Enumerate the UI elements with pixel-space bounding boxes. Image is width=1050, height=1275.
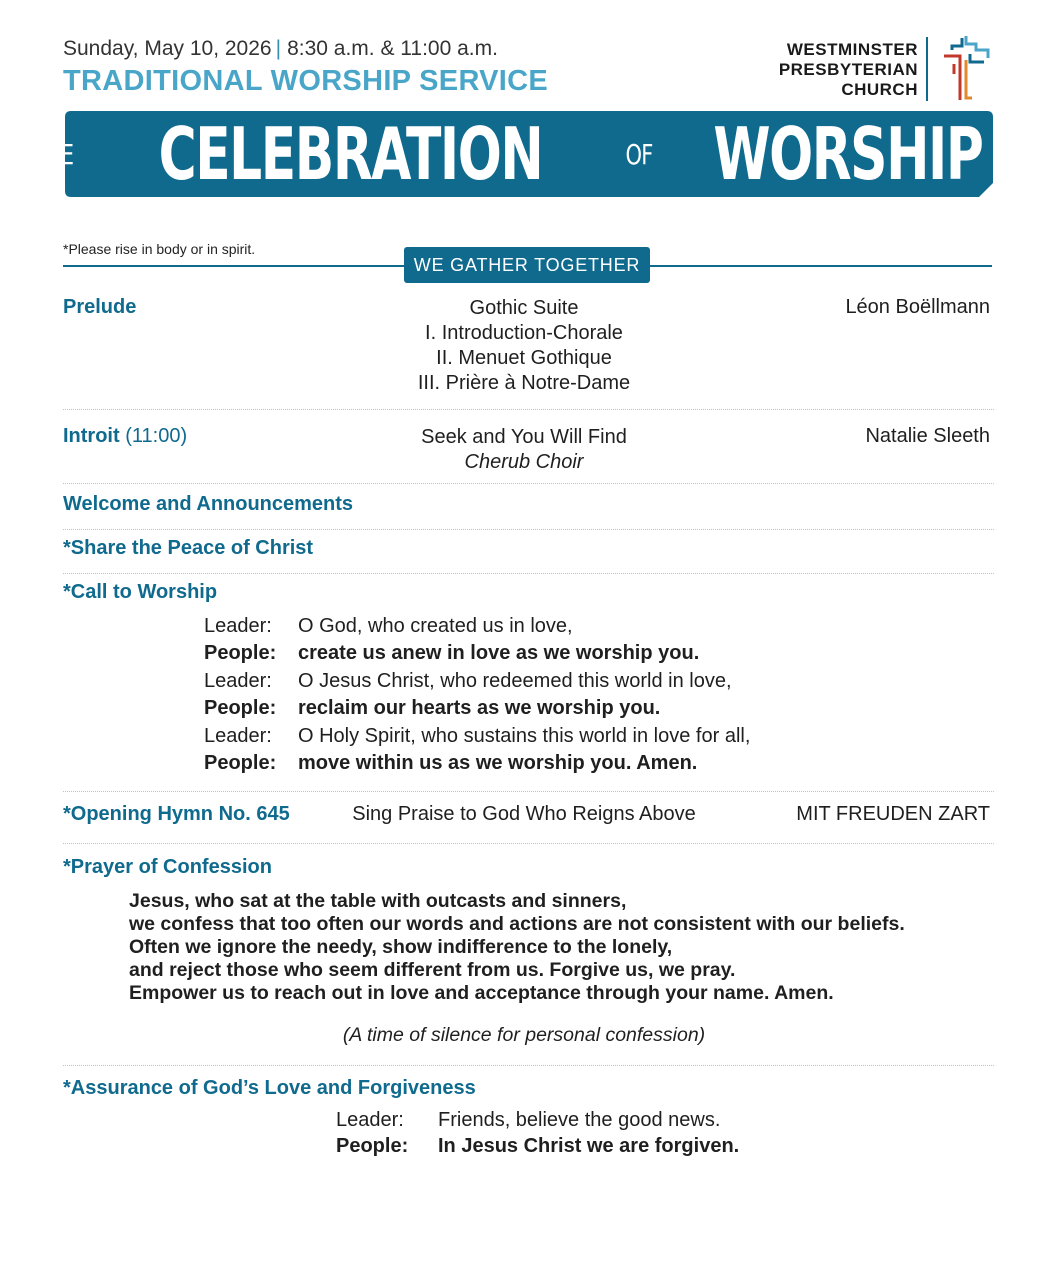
peace-label: *Share the Peace of Christ — [63, 537, 314, 559]
church-logo-text — [779, 40, 918, 100]
assurance-litany — [336, 1107, 739, 1159]
prelude-label: Prelude — [63, 296, 137, 318]
litany-text: reclaim our hearts as we worship you. — [298, 697, 661, 720]
introit-label: Introit — [63, 425, 120, 447]
prayer-line: we confess that too often our words and actions are not consistent with our beliefs. — [129, 913, 905, 935]
litany-text: Friends, believe the good news. — [438, 1109, 721, 1131]
banner-celebration: CELEBRATION — [158, 112, 543, 196]
welcome-label: Welcome and Announcements — [63, 493, 354, 515]
cross-icon — [940, 34, 992, 104]
introit-heading — [63, 425, 187, 448]
service-times: 8:30 a.m. & 11:00 a.m. — [287, 37, 498, 60]
service-title: TRADITIONAL WORSHIP SERVICE — [63, 65, 549, 97]
confession-prayer — [129, 890, 905, 1005]
rise-note: *Please rise in body or in spirit. — [63, 241, 256, 257]
logo-line-1: WESTMINSTER — [786, 40, 918, 59]
prayer-line: and reject those who seem different from us. Forgive us, we pray. — [129, 959, 736, 981]
banner-worship: WORSHIP — [713, 112, 983, 196]
litany-line — [336, 1133, 739, 1159]
divider — [63, 529, 994, 530]
logo-divider — [926, 37, 928, 101]
hymn-tune: MIT FREUDEN ZART — [796, 803, 990, 825]
banner-of: OF — [625, 137, 653, 171]
hymn-label: *Opening Hymn No. 645 — [63, 803, 290, 825]
litany-text: O God, who created us in love, — [298, 615, 573, 637]
litany-speaker: Leader: — [204, 724, 272, 747]
litany-line — [336, 1107, 739, 1133]
prelude-movement: II. Menuet Gothique — [436, 347, 612, 369]
litany-speaker: Leader: — [204, 669, 272, 692]
prayer-line: Often we ignore the needy, show indifference to the lonely, — [129, 936, 673, 958]
litany-line — [204, 723, 750, 750]
litany-speaker: People: — [204, 642, 277, 665]
introit-performer: Cherub Choir — [464, 451, 584, 473]
litany-speaker: Leader: — [204, 615, 272, 637]
section-title: WE GATHER TOGETHER — [404, 247, 650, 283]
divider — [63, 409, 994, 410]
prayer-line: Empower us to reach out in love and acceptance through your name. Amen. — [129, 982, 834, 1004]
date-separator: | — [275, 37, 282, 60]
litany-text: O Holy Spirit, who sustains this world in love for all, — [298, 724, 751, 747]
litany-line — [204, 695, 750, 722]
prelude-title: Gothic Suite — [469, 297, 579, 319]
litany-line — [204, 750, 750, 777]
hymn-title: Sing Praise to God Who Reigns Above — [352, 803, 696, 825]
divider — [63, 843, 994, 844]
divider — [63, 573, 994, 574]
banner-the: THE — [33, 137, 74, 171]
prelude-music — [324, 296, 724, 396]
logo-line-2: PRESBYTERIAN — [778, 60, 918, 79]
prelude-movement: I. Introduction-Chorale — [425, 322, 623, 344]
litany-text: In Jesus Christ we are forgiven. — [438, 1135, 740, 1157]
service-date-times — [63, 37, 498, 61]
litany-text: O Jesus Christ, who redeemed this world in love, — [298, 669, 732, 692]
litany-line — [204, 668, 750, 695]
logo-line-3: CHURCH — [841, 80, 918, 99]
litany-text: create us anew in love as we worship you. — [298, 642, 700, 665]
litany-speaker: People: — [336, 1135, 409, 1157]
divider — [63, 1065, 994, 1066]
litany-speaker: People: — [204, 697, 277, 720]
assurance-label: *Assurance of God’s Love and Forgiveness — [63, 1077, 476, 1099]
litany-line — [204, 613, 750, 640]
introit-time: (11:00) — [125, 425, 188, 447]
prayer-line: Jesus, who sat at the table with outcasts and sinners, — [129, 890, 627, 912]
divider — [63, 483, 994, 484]
litany-text: move within us as we worship you. Amen. — [298, 752, 698, 775]
introit-title: Seek and You Will Find — [421, 426, 627, 448]
confession-label: *Prayer of Confession — [63, 856, 272, 878]
litany-speaker: People: — [204, 752, 277, 775]
litany-speaker: Leader: — [336, 1109, 404, 1131]
prelude-movement: III. Prière à Notre-Dame — [417, 372, 631, 394]
introit-composer: Natalie Sleeth — [865, 425, 990, 447]
banner-title — [33, 111, 993, 197]
silence-note: (A time of silence for personal confession) — [342, 1024, 706, 1046]
introit-music — [324, 425, 724, 475]
service-date: Sunday, May 10, 2026 — [63, 37, 272, 60]
divider — [63, 791, 994, 792]
call-litany — [204, 613, 750, 777]
prelude-composer: Léon Boëllmann — [845, 296, 990, 318]
call-label: *Call to Worship — [63, 581, 218, 603]
litany-line — [204, 640, 750, 667]
